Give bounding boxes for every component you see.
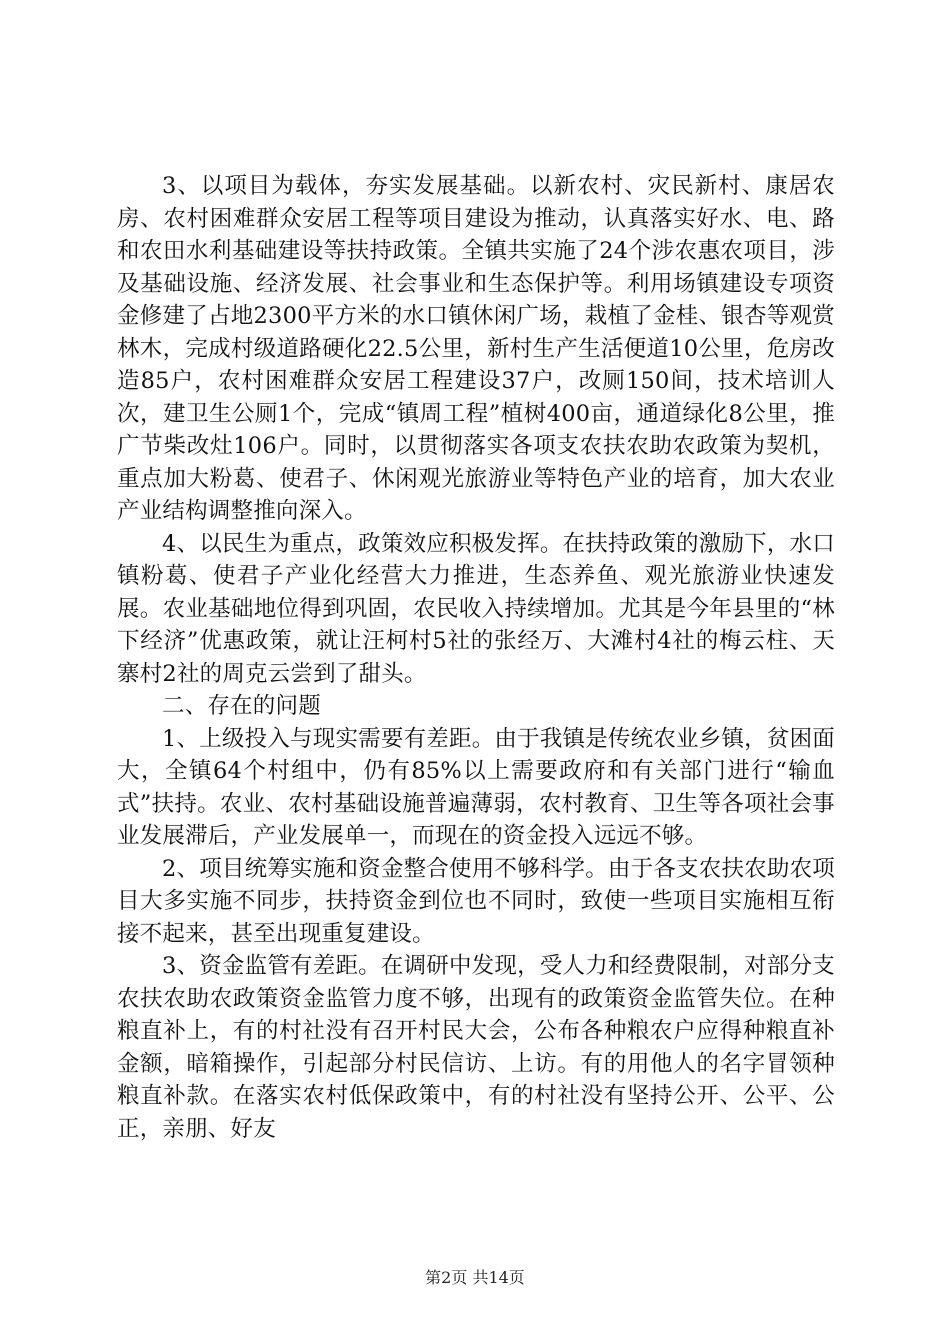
- paragraph-investment-gap: 1、上级投入与现实需要有差距。由于我镇是传统农业乡镇，贫困面大，全镇64个村组中，仍有85%以上需要政府和有关部门进行“输血式”扶持。农业、农村基础设施普遍薄弱，农村教育、卫生等各项社会事业发展滞后，产业发展单一，而现在的资金投入远远不够。: [117, 725, 835, 849]
- paragraph-fund-supervision: 3、资金监管有差距。在调研中发现，受人力和经费限制，对部分支农扶农助农政策资金监管力度不够，出现有的政策资金监管失位。在种粮直补上，有的村社没有召开村民大会，公布各种粮农户应得种粮直补金额，暗箱操作，引起部分村民信访、上访。有的用他人的名字冒领种粮直补款。在落实农村低保政策中，有的村社没有坚持公开、公平、公正，亲朋、好友: [117, 953, 835, 1142]
- paragraph-project-coordination: 2、项目统筹实施和资金整合使用不够科学。由于各支农扶农助农项目大多实施不同步，扶持资金到位也不同时，致使一些项目实施相互衔接不起来，甚至出现重复建设。: [117, 855, 835, 947]
- document-body: [117, 170, 835, 1145]
- page-footer: 第2页 共14页: [425, 1268, 525, 1287]
- paragraph-project-carrier: 3、以项目为载体，夯实发展基础。以新农村、灾民新村、康居农房、农村困难群众安居工程等项目建设为推动，认真落实好水、电、路和农田水利基础建设等扶持政策。全镇共实施了24个涉农惠农项目，涉及基础设施、经济发展、社会事业和生态保护等。利用场镇建设专项资金修建了占地2300平方米的水口镇休闲广场，栽植了金桂、银杏等观赏林木，完成村级道路硬化22.5公里，新村生产生活便道10公里，危房改造85户，农村困难群众安居工程建设37户，改厕150间，技术培训人次，建卫生公厕1个，完成“镇周工程”植树400亩，通道绿化8公里，推广节柴改灶106户。同时，以贯彻落实各项支农扶农助农政策为契机，重点加大粉葛、使君子、休闲观光旅游业等特色产业的培育，加大农业产业结构调整推向深入。: [117, 173, 835, 524]
- paragraph-livelihood-focus: 4、以民生为重点，政策效应积极发挥。在扶持政策的激励下，水口镇粉葛、使君子产业化经营大力推进，生态养鱼、观光旅游业快速发展。农业基础地位得到巩固，农民收入持续增加。尤其是今年县里的“林下经济”优惠政策，就让汪柯村5社的张经万、大滩村4社的梅云柱、天寨村2社的周克云尝到了甜头。: [117, 530, 835, 687]
- section-heading-problems: 二、存在的问题: [162, 693, 321, 719]
